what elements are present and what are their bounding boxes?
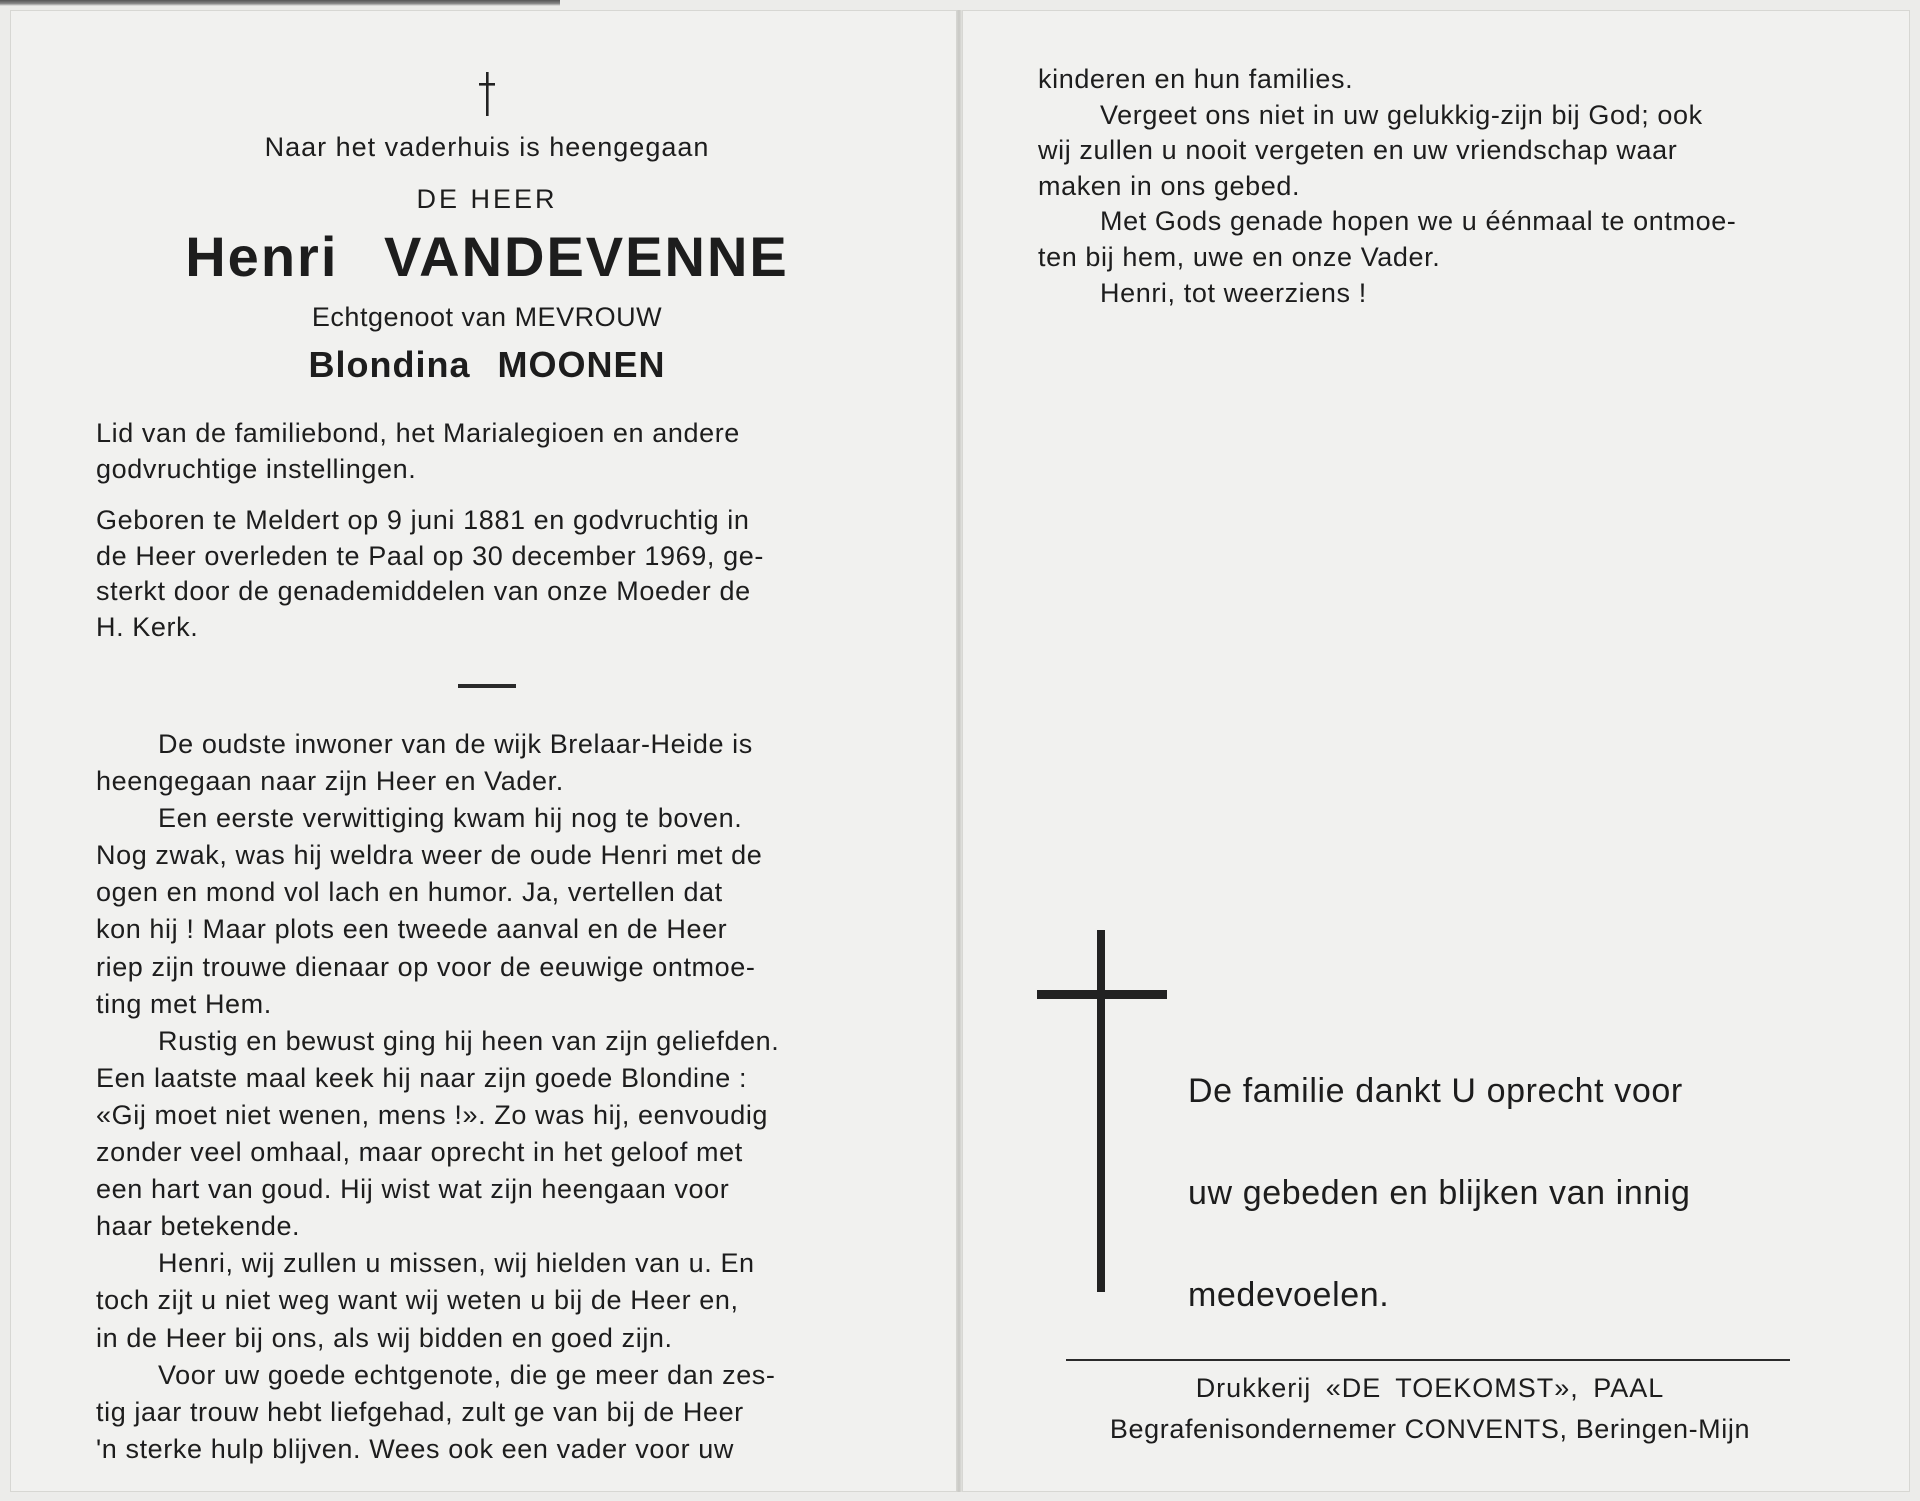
text-line: in de Heer bij ons, als wij bidden en goed zijn. <box>96 1322 673 1353</box>
continued-text <box>1038 62 1824 311</box>
text-line: tig jaar trouw hebt liefgehad, zult ge van bij de Heer <box>96 1396 744 1427</box>
text-line: Met Gods genade hopen we u éénmaal te ontmoe- <box>1100 206 1737 237</box>
text-line: Nog zwak, was hij weldra weer de oude Henri met de <box>96 840 763 871</box>
text-line: een hart van goud. Hij wist wat zijn heengaan voor <box>96 1174 730 1205</box>
large-cross-icon <box>1097 930 1105 1292</box>
text-line: Een laatste maal keek hij naar zijn goede Blondine : <box>96 1062 748 1093</box>
paragraph <box>96 801 878 1022</box>
paragraph <box>96 727 878 800</box>
thanks-message <box>1188 1040 1826 1346</box>
cross-icon <box>476 70 498 118</box>
left-page <box>10 10 958 1492</box>
paragraph <box>1038 98 1824 205</box>
text-line: toch zijt u niet weg want wij weten u bij de Heer en, <box>96 1285 739 1316</box>
announcement-intro: Naar het vaderhuis is heengegaan <box>264 132 710 162</box>
text-line: heengegaan naar zijn Heer en Vader. <box>96 766 564 797</box>
text-line: Lid van de familiebond, het Marialegioen en andere <box>96 418 740 448</box>
tribute-text <box>96 727 878 1469</box>
text-line: ting met Hem. <box>96 988 272 1019</box>
birth-death-paragraph <box>96 503 878 645</box>
text-line: De familie dankt U oprecht voor <box>1188 1072 1683 1110</box>
paragraph <box>96 1358 878 1468</box>
divider <box>458 684 516 688</box>
text-line: Een eerste verwittiging kwam hij nog te boven. <box>158 803 743 834</box>
text-line: de Heer overleden te Paal op 30 december 1969, ge- <box>96 540 764 571</box>
text-line: ogen en mond vol lach en humor. Ja, vertellen dat <box>96 877 723 908</box>
text-line: uw gebeden en blijken van innig <box>1188 1174 1691 1212</box>
text-line: 'n sterke hulp blijven. Wees ook een vader voor uw <box>96 1433 734 1464</box>
paragraph <box>1038 276 1824 312</box>
text-line: kon hij ! Maar plots een tweede aanval en de Heer <box>96 914 728 945</box>
large-cross-bar <box>1037 990 1167 999</box>
text-line: riep zijn trouwe dienaar op voor de eeuwige ontmoe- <box>96 951 756 982</box>
text-line: maken in ons gebed. <box>1038 170 1301 201</box>
text-line: Henri, wij zullen u missen, wij hielden van u. En <box>158 1248 755 1279</box>
text-line: medevoelen. <box>1188 1276 1390 1314</box>
text-line: sterkt door de genademiddelen van onze Moeder de <box>96 576 751 607</box>
text-line: Henri, tot weerziens ! <box>1100 277 1367 308</box>
paragraph <box>96 1024 878 1245</box>
paragraph <box>96 1246 878 1356</box>
text-line: Rustig en bewust ging hij heen van zijn geliefden. <box>158 1025 780 1056</box>
printer-credit: Drukkerij «DE TOEKOMST», PAAL <box>1195 1373 1665 1403</box>
text-line: Voor uw goede echtgenote, die ge meer dan zes- <box>158 1359 776 1390</box>
membership-paragraph <box>96 416 878 487</box>
text-line: kinderen en hun families. <box>1038 64 1354 94</box>
text-line: ten bij hem, uwe en onze Vader. <box>1038 241 1441 272</box>
text-line: haar betekende. <box>96 1211 301 1242</box>
text-line: De oudste inwoner van de wijk Brelaar-Heide is <box>158 729 753 759</box>
scan-edge-shadow <box>0 0 560 6</box>
honorific: DE HEER <box>416 184 558 214</box>
spouse-intro: Echtgenoot van MEVROUW <box>311 302 663 332</box>
text-line: wij zullen u nooit vergeten en uw vriendschap waar <box>1038 135 1678 166</box>
paragraph <box>1038 204 1824 275</box>
undertaker-credit: Begrafenisondernemer CONVENTS, Beringen-Mijn <box>1109 1414 1751 1444</box>
deceased-name: Henri VANDEVENNE <box>185 225 789 288</box>
text-line: «Gij moet niet wenen, mens !». Zo was hij, eenvoudig <box>96 1099 769 1130</box>
text-line: godvruchtige instellingen. <box>96 453 417 484</box>
text-line: H. Kerk. <box>96 611 199 642</box>
footer-divider <box>1066 1359 1790 1361</box>
text-line: Geboren te Meldert op 9 juni 1881 en godvruchtig in <box>96 505 750 535</box>
text-line: Vergeet ons niet in uw gelukkig-zijn bij God; ook <box>1100 99 1703 130</box>
text-line: zonder veel omhaal, maar oprecht in het geloof met <box>96 1137 743 1168</box>
right-page <box>962 10 1910 1492</box>
paragraph <box>1038 62 1824 98</box>
spouse-name: Blondina MOONEN <box>308 344 666 385</box>
